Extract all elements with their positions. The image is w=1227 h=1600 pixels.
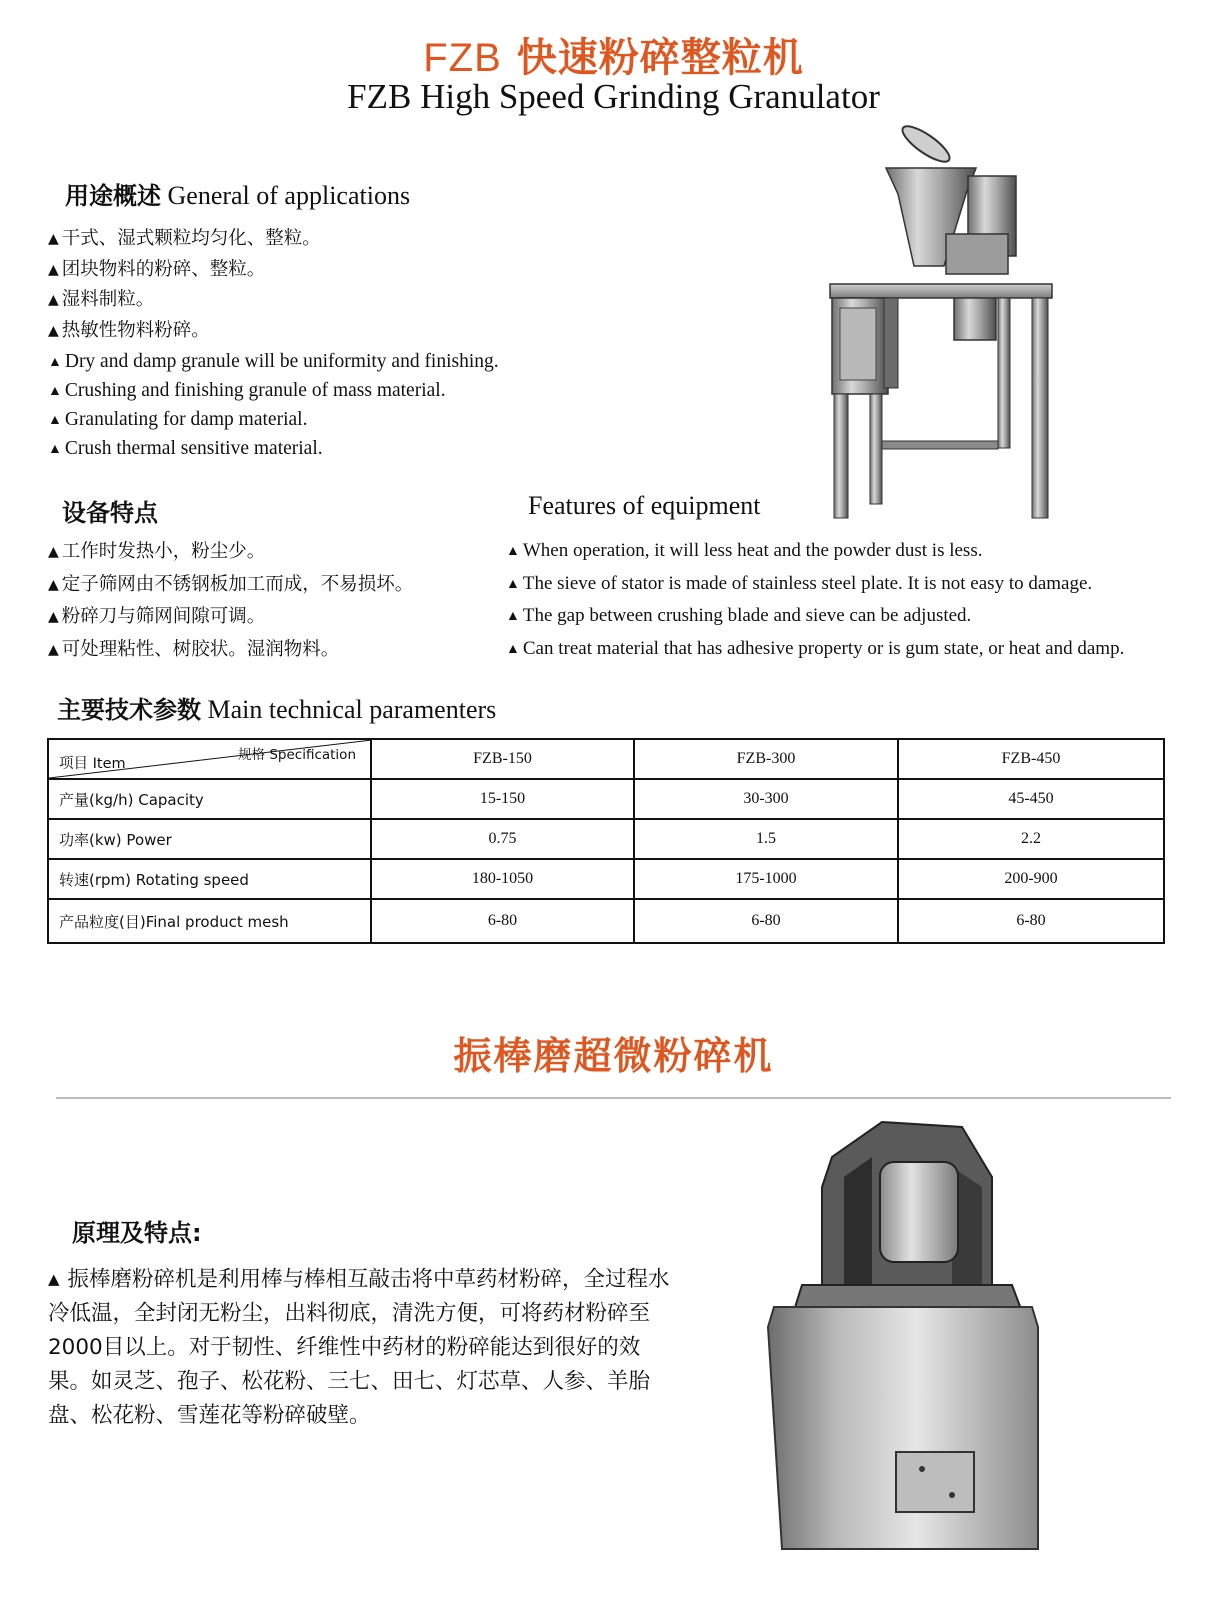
table-cell: 0.75 [371,819,634,859]
features-heading-en: Features of equipment [528,491,761,520]
triangle-bullet-icon: ▲ [506,576,520,592]
table-cell: 6-80 [371,899,634,943]
page-title-cn: FZB 快速粉碎整粒机 [423,35,804,81]
list-item: ▲ 湿料制粒。 [48,289,155,310]
table-cell: 175-1000 [634,859,898,899]
table-cell: 6-80 [634,899,898,943]
page-title-en: FZB High Speed Grinding Granulator [347,77,880,116]
list-item: ▲ 粉碎刀与筛网间隙可调。 [48,606,266,627]
list-item: ▲ 工作时发热小，粉尘少。 [48,541,266,562]
model-header: FZB-450 [898,739,1164,779]
features-list-cn [48,536,413,666]
corner-cell [48,739,371,779]
section2-paragraph: ▲ 振棒磨粉碎机是利用棒与棒相互敲击将中草药材粉碎，全过程水冷低温，全封闭无粉尘，出料彻底，清洗方便，可将药材粉碎至2000目以上。对于韧性、纤维性中药材的粉碎能达到很好的效果。如灵芝、孢子、松花粉、三七、田七、灯芯草、人参、羊胎盘、松花粉、雪莲花等粉碎破壁。 [48,1267,670,1428]
list-item: ▲ Crushing and finishing granule of mass material. [48,380,446,401]
table-row [48,819,1164,859]
table-cell: 180-1050 [371,859,634,899]
triangle-bullet-icon: ▲ [48,355,62,370]
triangle-bullet-icon: ▲ [48,1270,60,1288]
triangle-bullet-icon: ▲ [48,609,59,625]
divider [56,1097,1171,1099]
spec-table [47,738,1165,944]
triangle-bullet-icon: ▲ [506,609,520,624]
table-row [48,859,1164,899]
table-cell: 1.5 [634,819,898,859]
triangle-bullet-icon: ▲ [48,231,59,247]
model-header: FZB-150 [371,739,634,779]
table-cell: 15-150 [371,779,634,819]
table-header-row [48,739,1164,779]
table-cell: 6-80 [898,899,1164,943]
corner-item-label: 项目 Item [59,756,126,772]
list-item: ▲ 热敏性物料粉碎。 [48,319,210,341]
applications-heading: 用途概述 General of applications [65,181,411,210]
row-label: 功率(kw) Power [48,819,371,859]
table-cell: 45-450 [898,779,1164,819]
list-item: ▲ Granulating for damp material. [48,409,308,430]
table-cell: 200-900 [898,859,1164,899]
list-item: ▲ Dry and damp granule will be uniformity and finishing. [48,351,499,372]
triangle-bullet-icon: ▲ [48,292,59,308]
triangle-bullet-icon: ▲ [48,442,62,457]
triangle-bullet-icon: ▲ [48,576,59,593]
list-item: ▲ Crush thermal sensitive material. [48,438,323,459]
table-cell: 30-300 [634,779,898,819]
table-row [48,779,1164,819]
features-list-en [506,535,1124,665]
list-item: ▲ 团块物料的粉碎、整粒。 [48,258,266,280]
granulator-machine-image [826,116,1056,522]
list-item: ▲ 干式、湿式颗粒均匀化、整粒。 [48,228,321,249]
corner-spec-label: 规格 Specification [238,747,356,763]
triangle-bullet-icon: ▲ [48,322,59,339]
triangle-bullet-icon: ▲ [506,641,520,657]
section2-heading: 原理及特点: [72,1219,202,1247]
list-item: ▲ When operation, it will less heat and the powder dust is less. [506,540,983,561]
features-heading-cn: 设备特点 [62,499,158,527]
rod-mill-machine-image [762,1117,1052,1557]
list-item: ▲ The gap between crushing blade and sieve can be adjusted. [506,605,972,626]
list-item: ▲ 定子筛网由不锈钢板加工而成，不易损坏。 [48,573,414,595]
list-item: ▲ The sieve of stator is made of stainless steel plate. It is not easy to damage. [506,572,1093,594]
applications-list-en [48,348,499,464]
model-header: FZB-300 [634,739,898,779]
row-label: 转速(rpm) Rotating speed [48,859,371,899]
table-cell: 2.2 [898,819,1164,859]
triangle-bullet-icon: ▲ [48,413,62,428]
triangle-bullet-icon: ▲ [506,544,520,559]
tech-heading: 主要技术参数 Main technical paramenters [57,695,497,724]
row-label: 产品粒度(目)Final product mesh [48,899,371,943]
list-item: ▲ 可处理粘性、树胶状。湿润物料。 [48,638,340,660]
triangle-bullet-icon: ▲ [48,384,62,399]
row-label: 产量(kg/h) Capacity [48,779,371,819]
triangle-bullet-icon: ▲ [48,641,59,658]
triangle-bullet-icon: ▲ [48,261,59,278]
list-item: ▲ Can treat material that has adhesive property or is gum state, or heat and damp. [506,637,1125,659]
triangle-bullet-icon: ▲ [48,544,59,560]
section2-title: 振棒磨超微粉碎机 [453,1034,774,1078]
applications-list-cn [48,224,321,346]
table-row [48,899,1164,943]
